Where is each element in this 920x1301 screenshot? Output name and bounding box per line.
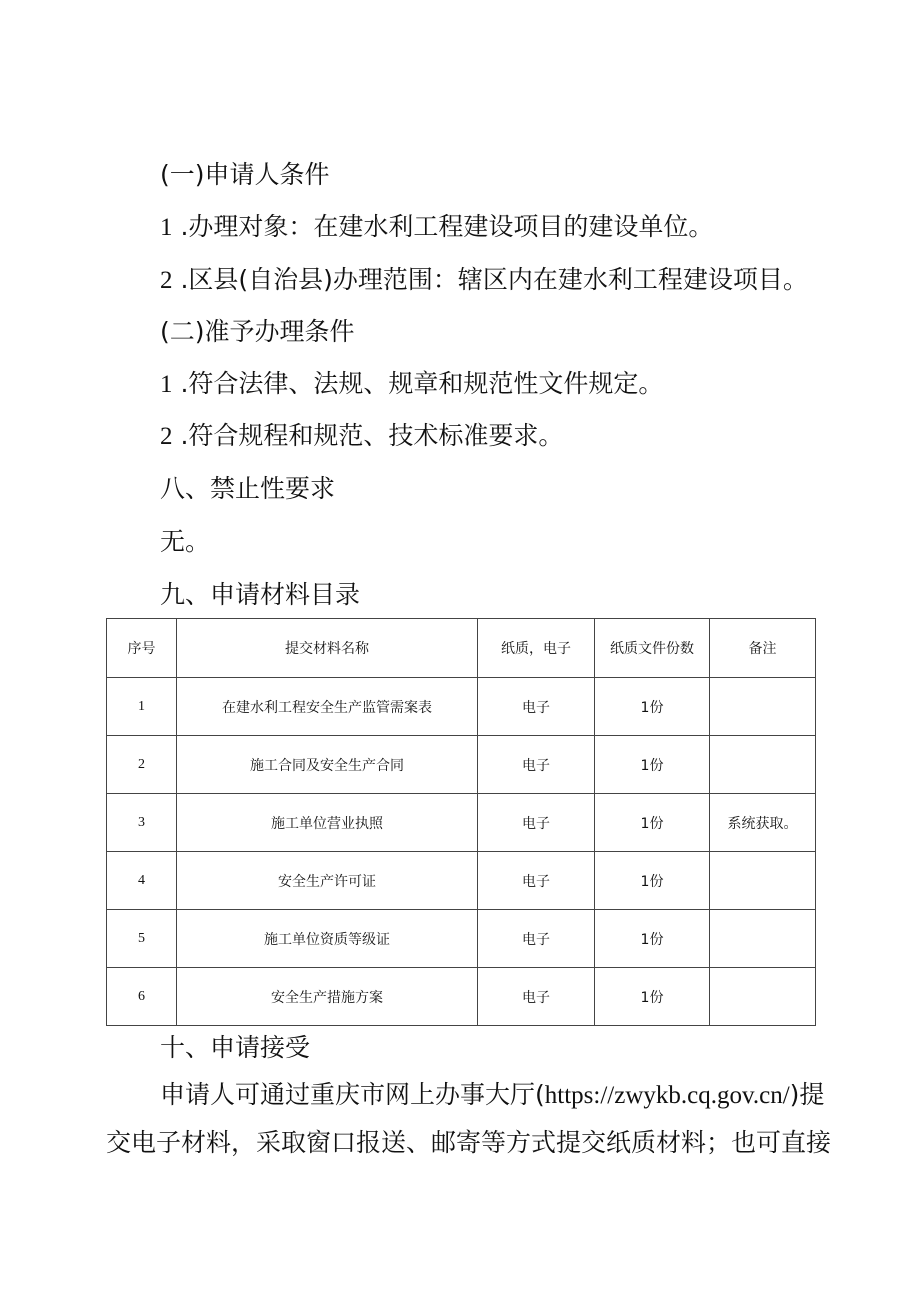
cell-form: 电子 (478, 678, 595, 736)
cell-copies: 1份 (595, 736, 710, 794)
list-item (160, 368, 663, 401)
cell-form: 电子 (478, 910, 595, 968)
cell-form: 电子 (478, 852, 595, 910)
paragraph-line: 交电子材料，采取窗口报送、邮寄等方式提交纸质材料；也可直接 (106, 1128, 832, 1157)
cell-copies: 1份 (595, 678, 710, 736)
section-body-prohibitions: 无。 (160, 527, 211, 556)
cell-seq: 5 (107, 910, 177, 968)
table-row (107, 736, 816, 794)
table-row (107, 968, 816, 1026)
header-note: 备注 (710, 619, 816, 678)
cell-material-name: 施工合同及安全生产合同 (177, 736, 478, 794)
cell-material-name: 施工单位营业执照 (177, 794, 478, 852)
cell-seq: 3 (107, 794, 177, 852)
cell-copies: 1份 (595, 910, 710, 968)
cell-seq: 1 (107, 678, 177, 736)
paragraph-text: 申请人可通过重庆市网上办事大厅( (160, 1080, 545, 1109)
cell-note (710, 852, 816, 910)
cell-seq: 4 (107, 852, 177, 910)
item-text: .符合法律、法规、规章和规范性文件规定。 (172, 369, 664, 398)
section-heading-approval-conditions: (二)准予办理条件 (160, 317, 355, 346)
item-text: .符合规程和规范、技术标准要求。 (172, 421, 564, 450)
item-number: 2 (160, 423, 173, 450)
portal-url-link[interactable]: https://zwykb.cq.gov.cn/ (544, 1082, 790, 1109)
cell-note (710, 968, 816, 1026)
table-header-row (107, 619, 816, 678)
item-number: 1 (160, 214, 173, 241)
paragraph-line (160, 1079, 824, 1112)
cell-seq: 6 (107, 968, 177, 1026)
cell-material-name: 在建水利工程安全生产监管需案表 (177, 678, 478, 736)
cell-copies: 1份 (595, 794, 710, 852)
cell-seq: 2 (107, 736, 177, 794)
list-item (160, 211, 713, 244)
cell-material-name: 安全生产措施方案 (177, 968, 478, 1026)
header-material-name: 提交材料名称 (177, 619, 478, 678)
item-number: 1 (160, 371, 173, 398)
table-row (107, 794, 816, 852)
list-item (160, 264, 808, 297)
cell-note (710, 910, 816, 968)
table-row (107, 852, 816, 910)
cell-note (710, 678, 816, 736)
cell-note: 系统获取。 (710, 794, 816, 852)
section-heading-application-acceptance: 十、申请接受 (160, 1033, 311, 1062)
cell-form: 电子 (478, 794, 595, 852)
cell-note (710, 736, 816, 794)
list-item (160, 420, 563, 453)
section-heading-materials: 九、申请材料目录 (160, 580, 361, 609)
cell-material-name: 安全生产许可证 (177, 852, 478, 910)
item-text: .区县(自治县)办理范围：辖区内在建水利工程建设项目。 (172, 265, 808, 294)
table-row (107, 678, 816, 736)
item-text: .办理对象：在建水利工程建设项目的建设单位。 (172, 212, 714, 241)
cell-form: 电子 (478, 968, 595, 1026)
header-copies: 纸质文件份数 (595, 619, 710, 678)
cell-copies: 1份 (595, 968, 710, 1026)
header-seq: 序号 (107, 619, 177, 678)
materials-table (106, 618, 816, 1026)
cell-form: 电子 (478, 736, 595, 794)
section-heading-applicant-conditions: (一)申请人条件 (160, 160, 330, 189)
cell-copies: 1份 (595, 852, 710, 910)
paragraph-text: )提 (789, 1080, 825, 1109)
header-form: 纸质，电子 (478, 619, 595, 678)
cell-material-name: 施工单位资质等级证 (177, 910, 478, 968)
item-number: 2 (160, 267, 173, 294)
section-heading-prohibitions: 八、禁止性要求 (160, 474, 336, 503)
table-row (107, 910, 816, 968)
